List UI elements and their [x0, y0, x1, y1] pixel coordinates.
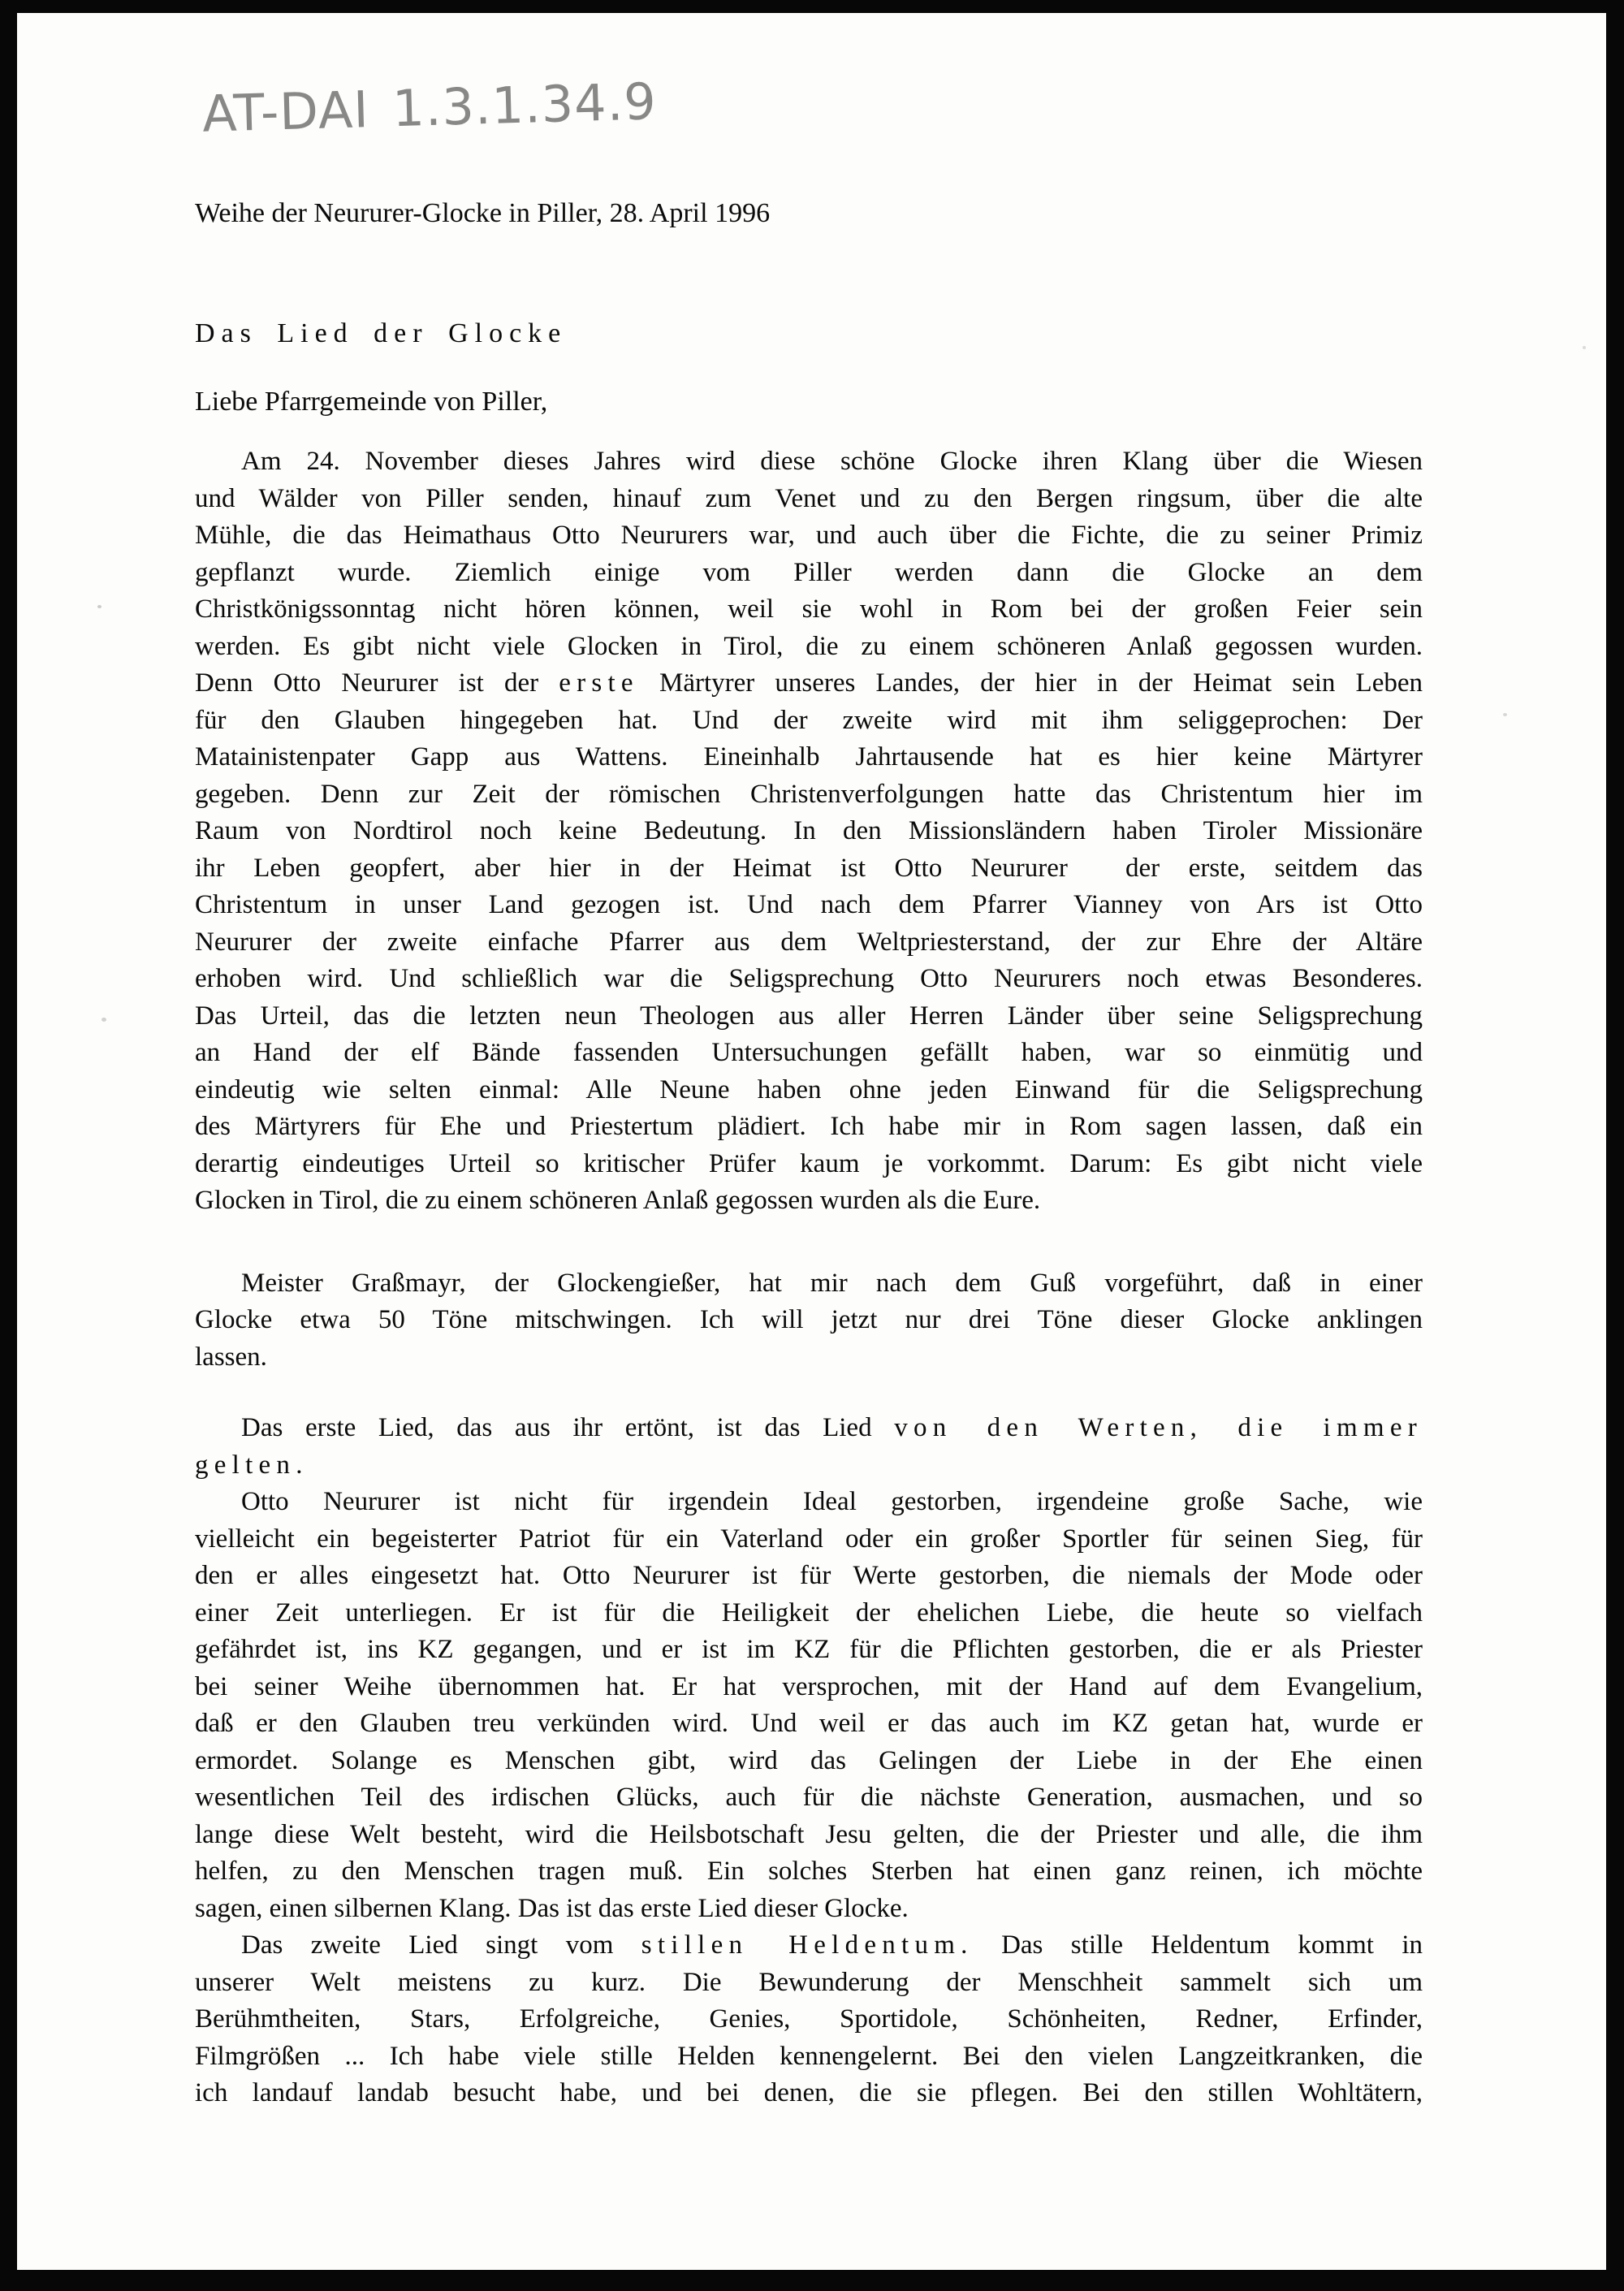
text-segment: gepflanzt wurde. Ziemlich einige vom Piller werden dann die Glocke an dem — [195, 557, 1423, 587]
text-line — [195, 1302, 1423, 1339]
text-line — [195, 1853, 1423, 1891]
text-segment: Meister Graßmayr, der Glockengießer, hat mir nach dem Guß vorgeführt, daß in einer — [241, 1268, 1423, 1298]
letterspaced-text: stillen Heldentum. — [641, 1930, 974, 1960]
letterspaced-text: von den Werten, die immer — [894, 1413, 1423, 1442]
text-segment: Das erste Lied, das aus ihr ertönt, ist das Lied — [241, 1413, 895, 1442]
text-line — [195, 1339, 1423, 1377]
text-segment: Otto Neururer ist nicht für irgendein Ideal gestorben, irgendeine große Sache, wie — [241, 1487, 1423, 1516]
paragraph — [195, 1927, 1423, 2112]
text-segment: und Wälder von Piller senden, hinauf zum Venet und zu den Bergen ringsum, über die alte — [195, 483, 1423, 513]
text-line — [195, 1146, 1423, 1183]
text-line — [195, 1265, 1423, 1303]
text-line — [195, 1182, 1423, 1220]
text-segment: Mühle, die das Heimathaus Otto Neururers war, und auch über die Fichte, die zu seiner Primiz — [195, 521, 1423, 550]
text-line — [195, 1447, 1423, 1485]
document-page — [17, 13, 1606, 2270]
document-body — [195, 443, 1423, 2112]
text-segment: Raum von Nordtirol noch keine Bedeutung. In den Missionsländern haben Tiroler Missionäre — [195, 816, 1423, 845]
scan-speck — [102, 1018, 106, 1022]
text-line — [195, 1779, 1423, 1817]
text-line — [195, 1965, 1423, 2002]
text-line — [195, 813, 1423, 850]
text-segment: Am 24. November dieses Jahres wird diese schöne Glocke ihren Klang über die Wiesen — [241, 447, 1423, 476]
text-segment: Das stille Heldentum kommt in — [973, 1930, 1423, 1960]
text-segment: bei seiner Weihe übernommen hat. Er hat versprochen, mit der Hand auf dem Evangelium, — [195, 1671, 1423, 1701]
document-title: Das Lied der Glocke — [195, 318, 568, 348]
text-segment: Märtyrer unseres Landes, der hier in der Heimat sein Leben — [638, 668, 1423, 698]
text-line — [195, 1410, 1423, 1447]
text-line — [195, 2075, 1423, 2112]
archive-reference-handwritten-note: AT-DAI 1.3.1.34.9 — [201, 71, 658, 144]
text-line — [195, 924, 1423, 962]
text-line — [195, 2001, 1423, 2038]
text-line — [195, 1558, 1423, 1595]
paragraph — [195, 1410, 1423, 1484]
text-line — [195, 1109, 1423, 1146]
text-line — [195, 1484, 1423, 1521]
text-line — [195, 665, 1423, 702]
text-segment: gegeben. Denn zur Zeit der römischen Christenverfolgungen hatte das Christentum hier im — [195, 779, 1423, 809]
text-line — [195, 1705, 1423, 1743]
text-line — [195, 887, 1423, 924]
text-line — [195, 481, 1423, 518]
text-segment: Filmgrößen ... Ich habe viele stille Helden kennengelernt. Bei den vielen Langzeitkranken, die — [195, 2041, 1423, 2071]
text-line — [195, 702, 1423, 740]
text-line — [195, 591, 1423, 629]
text-segment: Denn Otto Neururer ist der — [195, 668, 559, 698]
text-segment: Christentum in unser Land gezogen ist. Und nach dem Pfarrer Vianney von Ars ist Otto — [195, 890, 1423, 919]
text-line — [195, 1595, 1423, 1632]
text-line — [195, 1035, 1423, 1072]
paragraph — [195, 443, 1423, 1220]
text-line — [195, 2038, 1423, 2076]
text-segment: eindeutig wie selten einmal: Alle Neune haben ohne jeden Einwand für die Seligsprechung — [195, 1074, 1423, 1104]
text-line — [195, 1072, 1423, 1109]
text-segment: lange diese Welt besteht, wird die Heilsbotschaft Jesu gelten, die der Priester und alle, die ihm — [195, 1819, 1423, 1849]
text-line — [195, 1817, 1423, 1854]
text-line — [195, 776, 1423, 814]
paragraph — [195, 1484, 1423, 1927]
text-segment: unserer Welt meistens zu kurz. Die Bewunderung der Menschheit sammelt sich um — [195, 1967, 1423, 1997]
text-line — [195, 1891, 1423, 1928]
text-segment: Neururer der zweite einfache Pfarrer aus dem Weltpriesterstand, der zur Ehre der Altäre — [195, 927, 1423, 957]
text-segment: Berühmtheiten, Stars, Erfolgreiche, Genies, Sportidole, Schönheiten, Redner, Erfinder, — [195, 2004, 1423, 2034]
text-line — [195, 443, 1423, 481]
text-segment: ihr Leben geopfert, aber hier in der Heimat ist Otto Neururer der erste, seitdem das — [195, 853, 1423, 883]
text-segment: ermordet. Solange es Menschen gibt, wird das Gelingen der Liebe in der Ehe einen — [195, 1745, 1423, 1775]
text-line — [195, 850, 1423, 888]
scan-speck — [1583, 346, 1586, 349]
text-segment: gefährdet ist, ins KZ gegangen, und er ist im KZ für die Pflichten gestorben, die er als Priester — [195, 1635, 1423, 1664]
letterspaced-text: gelten. — [195, 1450, 309, 1480]
text-segment: Glocke etwa 50 Töne mitschwingen. Ich will jetzt nur drei Töne dieser Glocke anklingen — [195, 1305, 1423, 1334]
text-segment: einer Zeit unterliegen. Er ist für die Heiligkeit der ehelichen Liebe, die heute so vielfach — [195, 1597, 1423, 1627]
text-segment: helfen, zu den Menschen tragen muß. Ein solches Sterben hat einen ganz reinen, ich möchte — [195, 1857, 1423, 1886]
text-segment: Matainistenpater Gapp aus Wattens. Eineinhalb Jahrtausende hat es hier keine Märtyrer — [195, 742, 1423, 772]
text-segment: daß er den Glauben treu verkünden wird. Und weil er das auch im KZ getan hat, wurde er — [195, 1709, 1423, 1738]
text-segment: Glocken in Tirol, die zu einem schöneren Anlaß gegossen wurden als die Eure. — [195, 1186, 1041, 1215]
text-line — [195, 739, 1423, 776]
text-segment: lassen. — [195, 1342, 267, 1372]
scan-speck — [1503, 713, 1507, 716]
text-segment: für den Glauben hingegeben hat. Und der zweite wird mit ihm seliggeprochen: Der — [195, 705, 1423, 735]
text-segment: vielleicht ein begeisterter Patriot für ein Vaterland oder ein großer Sportler für seinen Sieg, für — [195, 1524, 1423, 1554]
text-line — [195, 1743, 1423, 1780]
text-line — [195, 629, 1423, 666]
text-segment: erhoben wird. Und schließlich war die Seligsprechung Otto Neururers noch etwas Besonderes. — [195, 964, 1423, 993]
text-segment: werden. Es gibt nicht viele Glocken in Tirol, die zu einem schöneren Anlaß gegossen wurden. — [195, 631, 1423, 661]
letterspaced-text: erste — [559, 668, 639, 698]
text-segment: ich landauf landab besucht habe, und bei denen, die sie pflegen. Bei den stillen Wohltätern, — [195, 2078, 1423, 2107]
paragraph — [195, 1265, 1423, 1377]
scan-speck — [97, 605, 102, 608]
text-segment: sagen, einen silbernen Klang. Das ist das erste Lied dieser Glocke. — [195, 1893, 909, 1923]
text-segment: Das zweite Lied singt vom — [241, 1930, 641, 1960]
text-segment: den er alles eingesetzt hat. Otto Neururer ist für Werte gestorben, die niemals der Mode oder — [195, 1561, 1423, 1590]
document-heading: Weihe der Neururer-Glocke in Piller, 28. April 1996 — [195, 198, 771, 228]
text-segment: Das Urteil, das die letzten neun Theologen aus aller Herren Länder über seine Seligsprechung — [195, 1001, 1423, 1031]
text-segment: an Hand der elf Bände fassenden Untersuchungen gefällt haben, war so einmütig und — [195, 1038, 1423, 1067]
text-line — [195, 555, 1423, 592]
salutation-line: Liebe Pfarrgemeinde von Piller, — [195, 387, 548, 417]
text-line — [195, 1669, 1423, 1706]
text-line — [195, 961, 1423, 998]
text-line — [195, 998, 1423, 1035]
text-line — [195, 1632, 1423, 1669]
text-segment: Christkönigssonntag nicht hören können, weil sie wohl in Rom bei der großen Feier sein — [195, 594, 1423, 624]
text-line — [195, 1927, 1423, 1965]
text-segment: wesentlichen Teil des irdischen Glücks, auch für die nächste Generation, ausmachen, und so — [195, 1783, 1423, 1812]
text-line — [195, 1521, 1423, 1558]
text-line — [195, 517, 1423, 555]
text-segment: derartig eindeutiges Urteil so kritischer Prüfer kaum je vorkommt. Darum: Es gibt nicht viele — [195, 1148, 1423, 1178]
text-segment: des Märtyrers für Ehe und Priestertum plädiert. Ich habe mir in Rom sagen lassen, daß ein — [195, 1112, 1423, 1141]
